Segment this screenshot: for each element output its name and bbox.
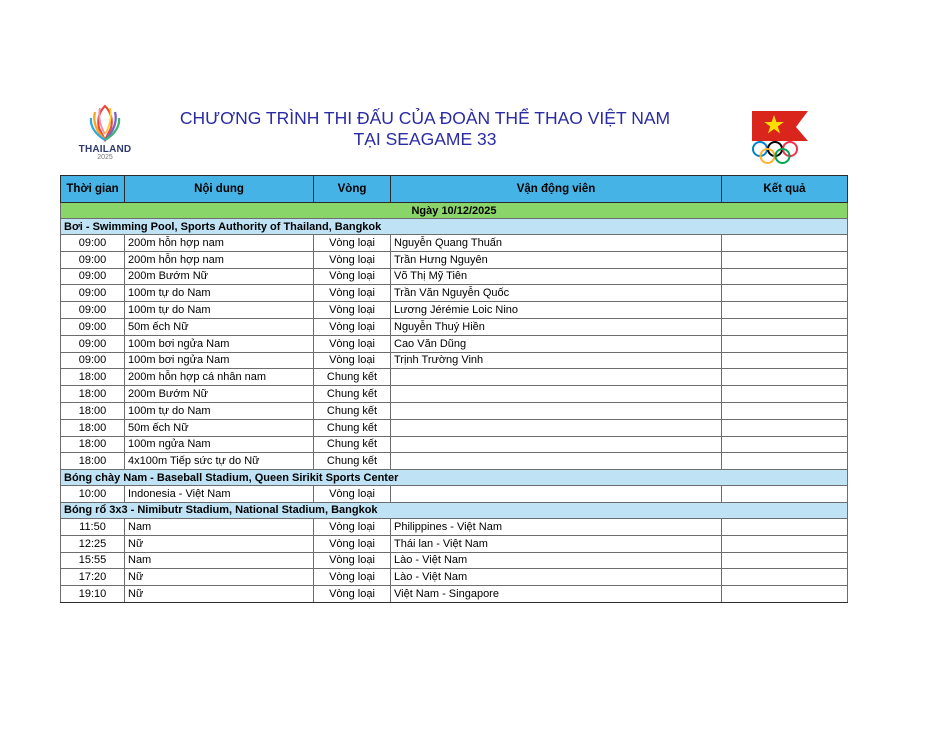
venue-row	[61, 502, 848, 518]
column-header-time: Thời gian	[61, 176, 125, 203]
cell-round: Vòng loại	[314, 569, 391, 586]
cell-result	[722, 569, 848, 586]
cell-event: Nữ	[125, 569, 314, 586]
cell-round: Chung kết	[314, 386, 391, 403]
cell-time: 18:00	[61, 369, 125, 386]
table-row	[61, 352, 848, 369]
table-row	[61, 486, 848, 503]
table-row	[61, 453, 848, 470]
cell-athlete: Việt Nam - Singapore	[391, 586, 722, 603]
column-header-athlete: Vận động viên	[391, 176, 722, 203]
seagames-thailand-logo	[72, 104, 138, 166]
cell-round: Chung kết	[314, 436, 391, 453]
cell-round: Chung kết	[314, 402, 391, 419]
venue-label: Bóng chày Nam - Baseball Stadium, Queen Sirikit Sports Center	[61, 470, 848, 486]
day-row	[61, 203, 848, 219]
cell-athlete	[391, 486, 722, 503]
table-row	[61, 386, 848, 403]
page-title	[140, 108, 710, 150]
cell-event: Nữ	[125, 586, 314, 603]
cell-event: 4x100m Tiếp sức tự do Nữ	[125, 453, 314, 470]
cell-time: 18:00	[61, 436, 125, 453]
table-row	[61, 268, 848, 285]
cell-time: 11:50	[61, 518, 125, 535]
cell-event: 100m tự do Nam	[125, 285, 314, 302]
table-row	[61, 285, 848, 302]
title-line-2: TẠI SEAGAME 33	[353, 129, 497, 149]
cell-athlete: Cao Văn Dũng	[391, 335, 722, 352]
column-header-result: Kết quả	[722, 176, 848, 203]
cell-time: 09:00	[61, 318, 125, 335]
cell-result	[722, 552, 848, 569]
cell-event: Indonesia - Việt Nam	[125, 486, 314, 503]
cell-time: 15:55	[61, 552, 125, 569]
cell-round: Vòng loại	[314, 285, 391, 302]
cell-event: Nữ	[125, 535, 314, 552]
cell-event: Nam	[125, 552, 314, 569]
cell-athlete	[391, 369, 722, 386]
cell-event: Nam	[125, 518, 314, 535]
vietnam-olympic-logo	[746, 105, 816, 165]
cell-time: 09:00	[61, 352, 125, 369]
cell-result	[722, 402, 848, 419]
table-header-row	[61, 176, 848, 203]
table-row	[61, 436, 848, 453]
document-header	[0, 0, 950, 170]
column-header-event: Nội dung	[125, 176, 314, 203]
table-row	[61, 535, 848, 552]
table-row	[61, 251, 848, 268]
cell-event: 100m tự do Nam	[125, 302, 314, 319]
table-row	[61, 318, 848, 335]
cell-round: Vòng loại	[314, 235, 391, 252]
cell-athlete: Thái lan - Việt Nam	[391, 535, 722, 552]
cell-athlete: Võ Thị Mỹ Tiên	[391, 268, 722, 285]
games-emblem-icon	[85, 104, 125, 144]
cell-event: 200m hỗn hợp nam	[125, 235, 314, 252]
cell-athlete	[391, 436, 722, 453]
cell-athlete	[391, 419, 722, 436]
cell-result	[722, 235, 848, 252]
schedule-body	[61, 203, 848, 603]
table-row	[61, 419, 848, 436]
cell-round: Vòng loại	[314, 335, 391, 352]
cell-result	[722, 518, 848, 535]
cell-round: Chung kết	[314, 369, 391, 386]
cell-time: 09:00	[61, 235, 125, 252]
cell-result	[722, 318, 848, 335]
vietnam-olympic-emblem-icon	[746, 105, 816, 165]
cell-result	[722, 386, 848, 403]
cell-athlete: Lào - Việt Nam	[391, 552, 722, 569]
cell-time: 18:00	[61, 419, 125, 436]
cell-athlete: Nguyễn Quang Thuấn	[391, 235, 722, 252]
cell-time: 09:00	[61, 268, 125, 285]
cell-result	[722, 335, 848, 352]
logo-left-year: 2025	[97, 154, 113, 161]
table-row	[61, 586, 848, 603]
cell-athlete: Trần Văn Nguyễn Quốc	[391, 285, 722, 302]
cell-round: Vòng loại	[314, 302, 391, 319]
cell-event: 200m hỗn hợp cá nhân nam	[125, 369, 314, 386]
venue-row	[61, 219, 848, 235]
cell-round: Chung kết	[314, 419, 391, 436]
cell-time: 10:00	[61, 486, 125, 503]
cell-result	[722, 302, 848, 319]
table-row	[61, 335, 848, 352]
cell-athlete: Nguyễn Thuý Hiền	[391, 318, 722, 335]
cell-round: Vòng loại	[314, 268, 391, 285]
cell-result	[722, 535, 848, 552]
cell-time: 12:25	[61, 535, 125, 552]
cell-result	[722, 251, 848, 268]
cell-event: 50m ếch Nữ	[125, 419, 314, 436]
cell-event: 200m Bướm Nữ	[125, 386, 314, 403]
cell-round: Vòng loại	[314, 535, 391, 552]
table-row	[61, 552, 848, 569]
table-row	[61, 302, 848, 319]
venue-label: Bóng rổ 3x3 - Nimibutr Stadium, National Stadium, Bangkok	[61, 502, 848, 518]
table-row	[61, 569, 848, 586]
cell-result	[722, 436, 848, 453]
cell-round: Vòng loại	[314, 552, 391, 569]
cell-athlete	[391, 402, 722, 419]
venue-label: Bơi - Swimming Pool, Sports Authority of Thailand, Bangkok	[61, 219, 848, 235]
cell-event: 100m bơi ngửa Nam	[125, 352, 314, 369]
schedule-table	[60, 175, 848, 603]
cell-result	[722, 352, 848, 369]
title-line-1: CHƯƠNG TRÌNH THI ĐẤU CỦA ĐOÀN THỂ THAO VIỆT NAM	[179, 108, 671, 128]
cell-athlete: Lào - Việt Nam	[391, 569, 722, 586]
cell-event: 200m hỗn hợp nam	[125, 251, 314, 268]
cell-result	[722, 369, 848, 386]
cell-event: 100m tự do Nam	[125, 402, 314, 419]
cell-result	[722, 419, 848, 436]
table-row	[61, 369, 848, 386]
cell-time: 18:00	[61, 453, 125, 470]
cell-time: 09:00	[61, 335, 125, 352]
table-row	[61, 235, 848, 252]
cell-athlete: Philippines - Việt Nam	[391, 518, 722, 535]
cell-time: 09:00	[61, 302, 125, 319]
cell-time: 19:10	[61, 586, 125, 603]
cell-athlete	[391, 453, 722, 470]
cell-result	[722, 586, 848, 603]
venue-row	[61, 470, 848, 486]
cell-round: Vòng loại	[314, 486, 391, 503]
cell-event: 100m ngửa Nam	[125, 436, 314, 453]
column-header-round: Vòng	[314, 176, 391, 203]
cell-time: 17:20	[61, 569, 125, 586]
cell-athlete	[391, 386, 722, 403]
logo-left-text: THAILAND	[78, 144, 132, 155]
cell-result	[722, 453, 848, 470]
cell-result	[722, 486, 848, 503]
cell-athlete: Trịnh Trường Vinh	[391, 352, 722, 369]
cell-time: 18:00	[61, 386, 125, 403]
table-row	[61, 402, 848, 419]
cell-event: 50m ếch Nữ	[125, 318, 314, 335]
cell-result	[722, 268, 848, 285]
cell-round: Vòng loại	[314, 518, 391, 535]
cell-round: Vòng loại	[314, 318, 391, 335]
cell-athlete: Trần Hưng Nguyên	[391, 251, 722, 268]
cell-athlete: Lương Jérémie Loic Nino	[391, 302, 722, 319]
cell-round: Vòng loại	[314, 586, 391, 603]
cell-round: Vòng loại	[314, 352, 391, 369]
cell-event: 100m bơi ngửa Nam	[125, 335, 314, 352]
cell-event: 200m Bướm Nữ	[125, 268, 314, 285]
cell-round: Vòng loại	[314, 251, 391, 268]
cell-time: 09:00	[61, 285, 125, 302]
cell-round: Chung kết	[314, 453, 391, 470]
cell-time: 09:00	[61, 251, 125, 268]
cell-result	[722, 285, 848, 302]
table-row	[61, 518, 848, 535]
cell-time: 18:00	[61, 402, 125, 419]
day-label: Ngày 10/12/2025	[61, 203, 848, 219]
